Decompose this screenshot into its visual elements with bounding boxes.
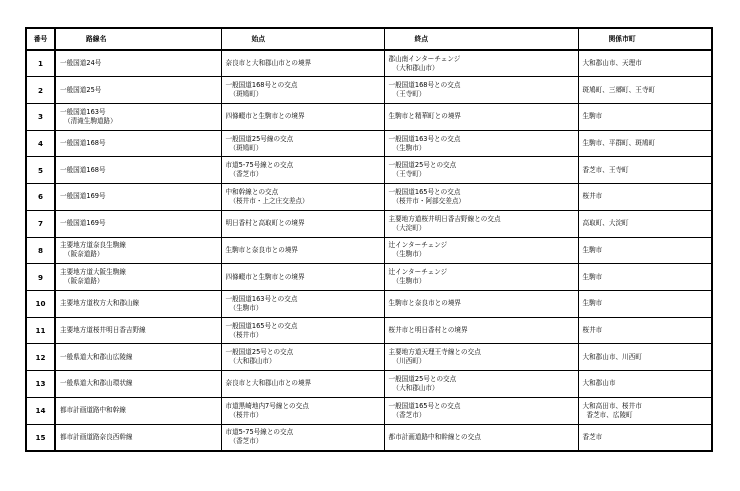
table-row (26, 264, 712, 291)
city-cell-line: 大和郡山市、天理市 (582, 59, 642, 68)
route-cell (55, 237, 221, 264)
start-cell (221, 103, 384, 130)
route-cell (55, 210, 221, 237)
start-cell (221, 130, 384, 157)
end-cell (384, 371, 578, 398)
row-number: 6 (26, 184, 55, 211)
start-cell (221, 290, 384, 317)
end-cell-line: （香芝市） (392, 410, 426, 419)
route-cell-line: （清滝生駒道路） (64, 116, 117, 125)
table-row (26, 184, 712, 211)
table-body (26, 50, 712, 451)
row-number: 1 (26, 50, 55, 77)
row-number: 14 (26, 397, 55, 424)
row-number: 8 (26, 237, 55, 264)
start-cell (221, 344, 384, 371)
start-cell-line: （斑鳩町） (229, 90, 263, 99)
route-cell (55, 50, 221, 77)
route-cell-line: 主要地方道奈良生駒線 (60, 241, 126, 250)
header-end: 終点 (384, 28, 578, 50)
header-row (26, 28, 712, 50)
city-cell-line: 香芝市、王寺町 (582, 165, 629, 174)
start-cell-line: （桜井市） (229, 330, 263, 339)
start-cell-line: 奈良市と大和郡山市との境界 (225, 379, 312, 388)
end-cell-line: 辻インターチェンジ (388, 268, 448, 277)
city-cell-line: 生駒市 (582, 112, 603, 121)
end-cell-line: 生駒市と精華町との境界 (388, 112, 462, 121)
end-cell-line: 生駒市と奈良市との境界 (388, 299, 462, 308)
end-cell (384, 157, 578, 184)
end-cell (384, 424, 578, 451)
route-cell (55, 130, 221, 157)
end-cell (384, 290, 578, 317)
end-cell-line: （王寺町） (392, 90, 426, 99)
route-cell-line: 主要地方道大阪生駒線 (60, 268, 126, 277)
start-cell-line: （桜井市） (229, 410, 263, 419)
table-row (26, 130, 712, 157)
end-cell-line: 一般国道168号との交点 (388, 81, 461, 90)
end-cell-line: 主要地方道天理王寺線との交点 (388, 348, 481, 357)
end-cell (384, 184, 578, 211)
table-row (26, 424, 712, 451)
start-cell-line: （香芝市） (229, 437, 263, 446)
city-cell-line: 生駒市 (582, 299, 603, 308)
end-cell (384, 344, 578, 371)
end-cell (384, 103, 578, 130)
city-cell (578, 77, 712, 104)
header-route: 路線名 (55, 28, 221, 50)
route-cell (55, 264, 221, 291)
start-cell (221, 237, 384, 264)
start-cell (221, 317, 384, 344)
row-number: 9 (26, 264, 55, 291)
route-cell (55, 344, 221, 371)
city-cell (578, 237, 712, 264)
row-number: 3 (26, 103, 55, 130)
start-cell (221, 157, 384, 184)
city-cell-line: 大和郡山市 (582, 379, 616, 388)
city-cell-line: 生駒市 (582, 272, 603, 281)
end-cell (384, 264, 578, 291)
city-cell (578, 264, 712, 291)
route-cell-line: 一般国道25号 (60, 85, 102, 94)
header-city: 関係市町 (578, 28, 712, 50)
table-row (26, 397, 712, 424)
city-cell-line: 大和高田市、桜井市 (582, 401, 642, 410)
end-cell-line: 一般国道165号との交点 (388, 187, 461, 196)
start-cell-line: （香芝市） (229, 170, 263, 179)
table-row (26, 157, 712, 184)
route-cell-line: （阪奈道路） (64, 250, 104, 259)
row-number: 11 (26, 317, 55, 344)
route-cell-line: 一般国道169号 (60, 192, 106, 201)
row-number: 10 (26, 290, 55, 317)
start-cell-line: 奈良市と大和郡山市との境界 (225, 59, 312, 68)
end-cell (384, 237, 578, 264)
city-cell (578, 103, 712, 130)
start-cell-line: 一般国道25号線の交点 (225, 134, 294, 143)
end-cell-line: （大和郡山市） (392, 383, 439, 392)
start-cell-line: 市道5-75号線との交点 (225, 428, 294, 437)
route-cell-line: 一般県道大和郡山広陵線 (60, 352, 133, 361)
end-cell-line: （大淀町） (392, 223, 426, 232)
end-cell (384, 397, 578, 424)
route-cell (55, 77, 221, 104)
start-cell-line: （生駒市） (229, 303, 263, 312)
start-cell (221, 371, 384, 398)
route-cell (55, 103, 221, 130)
route-cell (55, 424, 221, 451)
route-cell (55, 184, 221, 211)
end-cell-line: （生駒市） (392, 277, 426, 286)
row-number: 15 (26, 424, 55, 451)
table-row (26, 210, 712, 237)
end-cell (384, 210, 578, 237)
end-cell-line: 一般国道163号との交点 (388, 134, 461, 143)
table-row (26, 371, 712, 398)
end-cell-line: 桜井市と明日香村との境界 (388, 326, 468, 335)
start-cell (221, 50, 384, 77)
start-cell (221, 77, 384, 104)
start-cell (221, 397, 384, 424)
city-cell (578, 317, 712, 344)
city-cell-line: 生駒市 (582, 245, 603, 254)
city-cell (578, 157, 712, 184)
row-number: 2 (26, 77, 55, 104)
city-cell (578, 50, 712, 77)
end-cell-line: （桜井市・阿部交差点） (392, 196, 466, 205)
start-cell-line: 一般国道163号との交点 (225, 294, 298, 303)
start-cell-line: 市道黒崎地内7号線との交点 (225, 401, 309, 410)
start-cell-line: 生駒市と奈良市との境界 (225, 245, 299, 254)
end-cell-line: （大和郡山市） (392, 63, 439, 72)
city-cell-line: 桜井市 (582, 192, 603, 201)
start-cell-line: 一般国道25号との交点 (225, 348, 294, 357)
route-cell-line: 都市計画道路中和幹線 (60, 406, 126, 415)
table-row (26, 103, 712, 130)
route-cell-line: 都市計画道路奈良西幹線 (60, 432, 133, 441)
row-number: 13 (26, 371, 55, 398)
end-cell-line: （生駒市） (392, 143, 426, 152)
route-cell-line: （阪奈道路） (64, 277, 104, 286)
route-cell (55, 371, 221, 398)
end-cell-line: 主要地方道桜井明日香吉野線との交点 (388, 214, 501, 223)
route-cell (55, 397, 221, 424)
end-cell-line: 都市計画道路中和幹線との交点 (388, 432, 481, 441)
city-cell (578, 210, 712, 237)
start-cell-line: 四條畷市と生駒市との境界 (225, 112, 305, 121)
end-cell-line: 一般国道25号との交点 (388, 161, 457, 170)
city-cell-line: 香芝市 (582, 432, 603, 441)
start-cell-line: 明日香村と高取町との境界 (225, 219, 305, 228)
city-cell-line: 桜井市 (582, 326, 603, 335)
table-row (26, 317, 712, 344)
start-cell (221, 264, 384, 291)
city-cell (578, 184, 712, 211)
start-cell-line: 中和幹線との交点 (225, 187, 279, 196)
end-cell-line: （生駒市） (392, 250, 426, 259)
table-row (26, 290, 712, 317)
table-row (26, 77, 712, 104)
route-cell-line: 主要地方道枚方大和郡山線 (60, 299, 140, 308)
end-cell (384, 77, 578, 104)
route-cell-line: 一般国道168号 (60, 139, 106, 148)
start-cell-line: 一般国道168号との交点 (225, 81, 298, 90)
route-cell (55, 290, 221, 317)
city-cell-line: 大和郡山市、川西町 (582, 352, 642, 361)
row-number: 5 (26, 157, 55, 184)
city-cell (578, 397, 712, 424)
city-cell-line: 香芝市、広陵町 (586, 410, 633, 419)
start-cell-line: （大和郡山市） (229, 357, 276, 366)
end-cell (384, 130, 578, 157)
end-cell-line: 一般国道25号との交点 (388, 374, 457, 383)
city-cell-line: 斑鳩町、三郷町、王寺町 (582, 85, 656, 94)
start-cell (221, 424, 384, 451)
table-row (26, 50, 712, 77)
end-cell-line: 郡山南インターチェンジ (388, 54, 461, 63)
row-number: 12 (26, 344, 55, 371)
route-cell-line: 一般国道168号 (60, 165, 106, 174)
header-start: 始点 (221, 28, 384, 50)
city-cell (578, 130, 712, 157)
start-cell-line: （斑鳩町） (229, 143, 263, 152)
route-cell-line: 一般国道24号 (60, 59, 102, 68)
start-cell-line: （桜井市・上之庄交差点） (229, 196, 309, 205)
start-cell (221, 184, 384, 211)
table-row (26, 237, 712, 264)
route-cell (55, 317, 221, 344)
end-cell-line: 一般国道165号との交点 (388, 401, 461, 410)
start-cell (221, 210, 384, 237)
start-cell-line: 四條畷市と生駒市との境界 (225, 272, 305, 281)
row-number: 4 (26, 130, 55, 157)
start-cell-line: 一般国道165号との交点 (225, 321, 298, 330)
city-cell (578, 344, 712, 371)
header-no: 番号 (26, 28, 55, 50)
row-number: 7 (26, 210, 55, 237)
city-cell-line: 高取町、大淀町 (582, 219, 629, 228)
table-row (26, 344, 712, 371)
end-cell (384, 317, 578, 344)
end-cell-line: （川西町） (392, 357, 426, 366)
start-cell-line: 市道5-75号線との交点 (225, 161, 294, 170)
city-cell-line: 生駒市、平群町、斑鳩町 (582, 139, 656, 148)
route-cell (55, 157, 221, 184)
city-cell (578, 371, 712, 398)
end-cell (384, 50, 578, 77)
route-cell-line: 主要地方道桜井明日香吉野線 (60, 326, 146, 335)
city-cell (578, 424, 712, 451)
route-cell-line: 一般県道大和郡山環状線 (60, 379, 133, 388)
designated-roads-table (25, 27, 713, 452)
end-cell-line: （王寺町） (392, 170, 426, 179)
city-cell (578, 290, 712, 317)
route-cell-line: 一般国道163号 (60, 107, 106, 116)
route-cell-line: 一般国道169号 (60, 219, 106, 228)
end-cell-line: 辻インターチェンジ (388, 241, 448, 250)
